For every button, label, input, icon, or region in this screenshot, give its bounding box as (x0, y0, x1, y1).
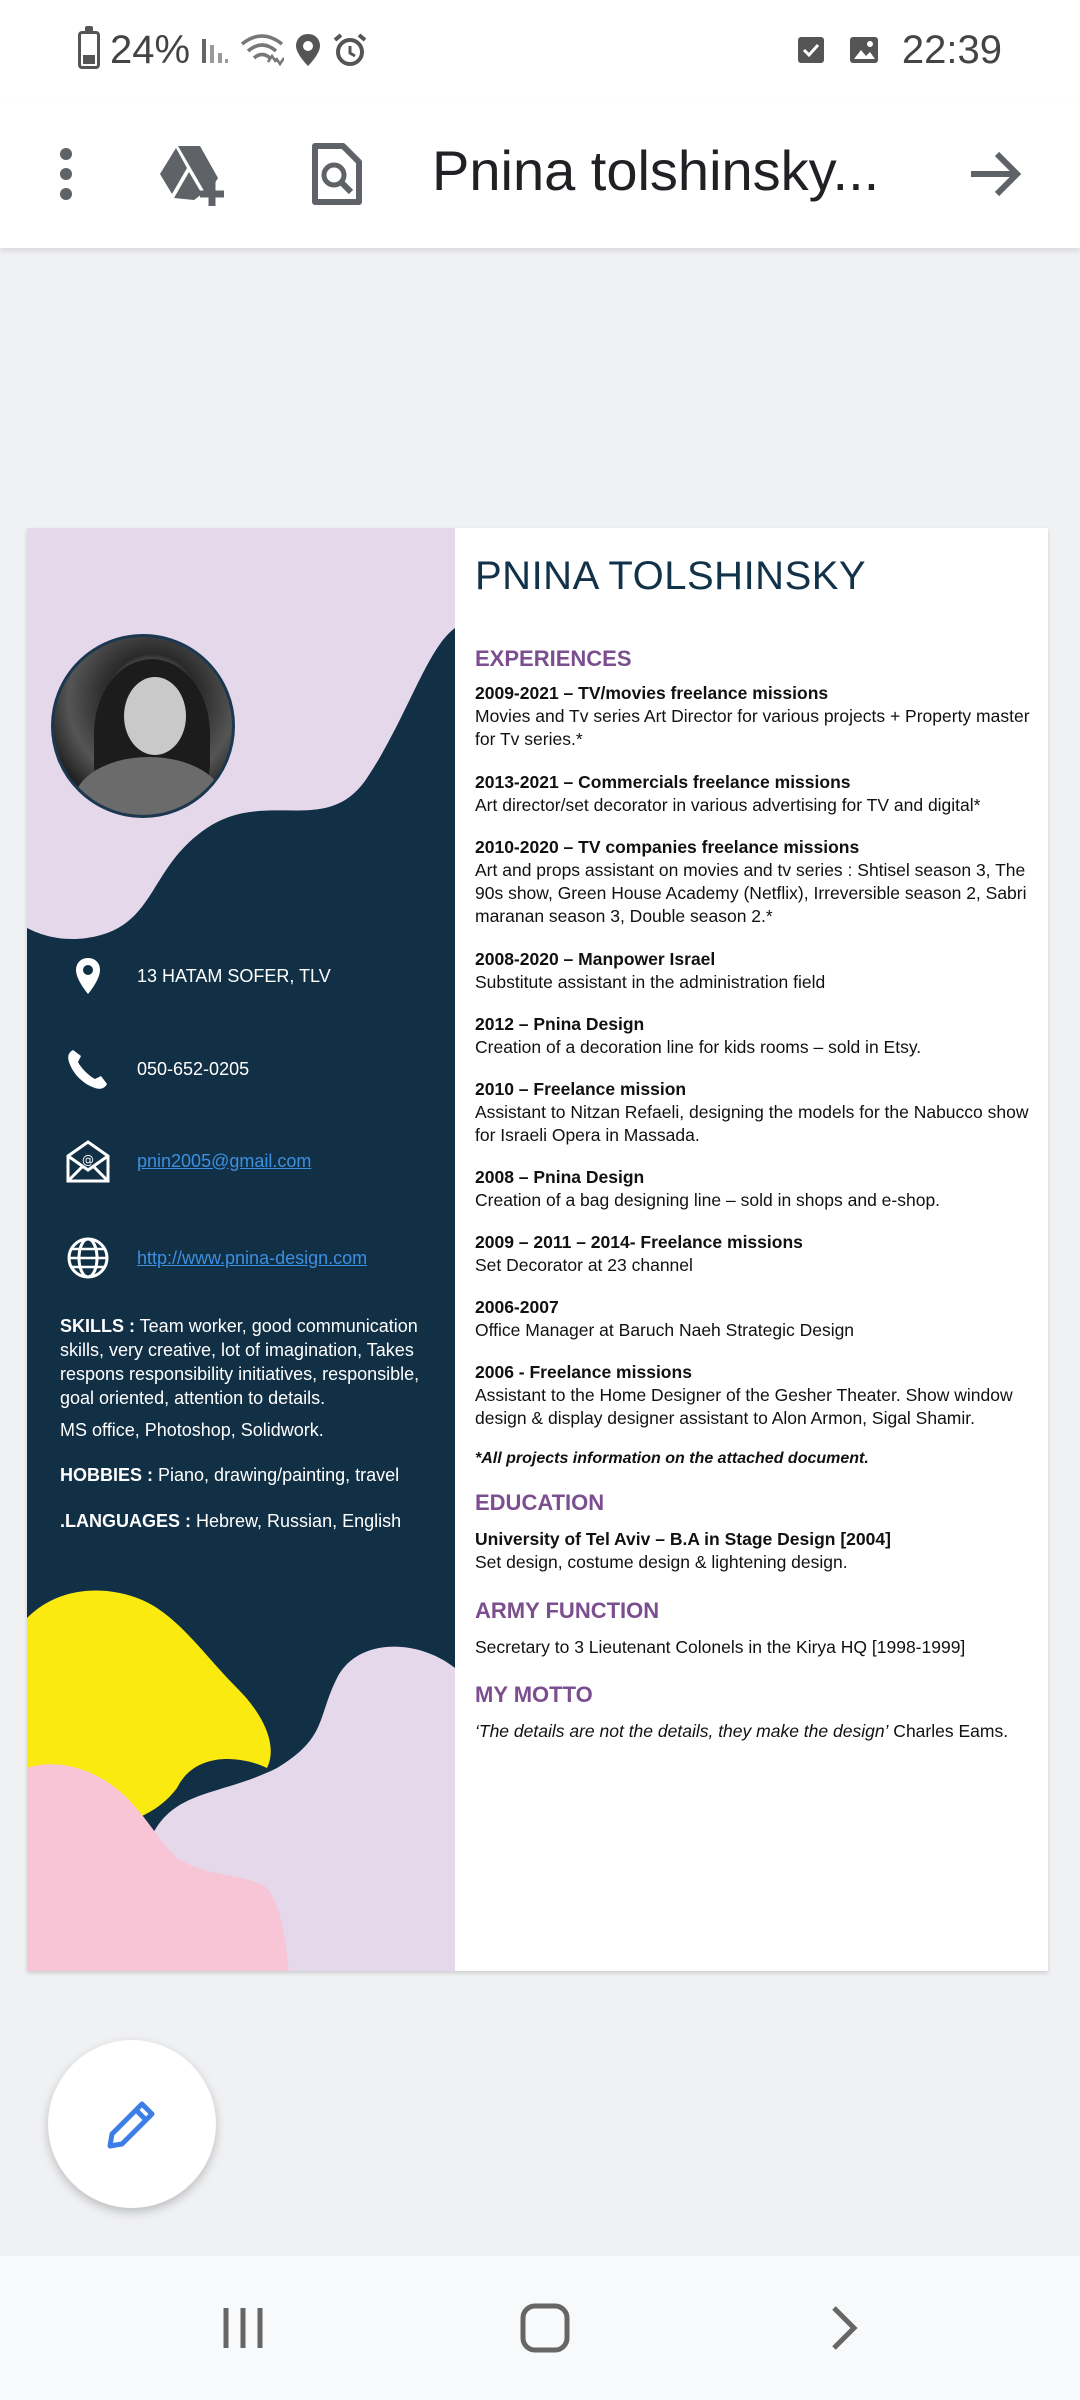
experience-desc: Movies and Tv series Art Director for various projects + Property master for Tv series.* (475, 706, 1030, 749)
motto-entry (475, 1720, 1035, 1743)
signal-icon (200, 35, 230, 65)
phone-icon (65, 1046, 111, 1092)
email-link[interactable]: pnin2005@gmail.com (137, 1150, 312, 1171)
edit-fab[interactable] (48, 2040, 216, 2208)
location-icon (294, 32, 322, 68)
profile-photo (51, 634, 235, 818)
find-in-document-button[interactable] (294, 132, 378, 216)
recent-apps-button[interactable] (198, 2286, 288, 2370)
software-text: MS office, Photoshop, Solidwork. (60, 1420, 324, 1440)
more-options-button[interactable] (24, 132, 108, 216)
edit-pencil-icon (102, 2094, 162, 2154)
experience-desc: Office Manager at Baruch Naeh Strategic Design (475, 1320, 855, 1340)
battery-percent: 24% (110, 27, 191, 72)
experience-desc: Art and props assistant on movies and tv series : Shtisel season 3, The 90s show, Green House Academy (Netflix), Irreversible season 2, Sabri maranan season 3, Double season 2.* (475, 860, 1027, 926)
contact-email (63, 1138, 311, 1184)
motto-heading: MY MOTTO (475, 1682, 593, 1707)
recent-apps-icon (220, 2305, 266, 2351)
experience-desc: Art director/set decorator in various advertising for TV and digital* (475, 795, 981, 815)
motto-quote: ‘The details are not the details, they make the design’ (475, 1721, 889, 1741)
experience-entry (475, 682, 1035, 751)
experience-title: 2008 – Pnina Design (475, 1167, 645, 1187)
education-title: University of Tel Aviv – B.A in Stage Design [2004] (475, 1529, 891, 1549)
experience-title: 2009-2021 – TV/movies freelance missions (475, 683, 829, 703)
phone-text: 050-652-0205 (137, 1058, 250, 1079)
experience-title: 2010 – Freelance mission (475, 1079, 687, 1099)
experiences-heading: EXPERIENCES (475, 646, 632, 671)
experience-desc: Substitute assistant in the administration field (475, 972, 826, 992)
contact-website (63, 1236, 367, 1280)
back-button[interactable] (800, 2286, 890, 2370)
hobbies-text: Piano, drawing/painting, travel (153, 1465, 400, 1485)
status-left (78, 24, 368, 76)
resume-page[interactable] (27, 528, 1048, 1971)
forward-arrow-icon (969, 150, 1023, 198)
experience-entry (475, 1296, 1035, 1342)
status-right (796, 24, 1002, 76)
resume-name: PNINA TOLSHINSKY (475, 554, 867, 598)
skills-paragraph (60, 1314, 430, 1410)
languages-label: .LANGUAGES : (60, 1511, 192, 1531)
motto-author: Charles Eams. (888, 1721, 1009, 1741)
education-entry (475, 1528, 1035, 1574)
skills-text: Team worker, good communication skills, very creative, lot of imagination, Takes respons responsibility initiatives, responsible, goal oriented, attention to details. (60, 1316, 420, 1408)
experience-entry (475, 1166, 1035, 1212)
checkbox-notification-icon (796, 35, 826, 65)
projects-note: *All projects information on the attached document. (475, 1450, 869, 1467)
add-to-drive-icon (156, 142, 228, 206)
experience-desc: Creation of a decoration line for kids rooms – sold in Etsy. (475, 1037, 922, 1057)
army-desc: Secretary to 3 Lieutenant Colonels in the Kirya HQ [1998-1999] (475, 1637, 966, 1657)
alarm-icon (332, 32, 368, 68)
open-forward-button[interactable] (954, 132, 1038, 216)
viewer-toolbar (0, 100, 1080, 248)
languages-text: Hebrew, Russian, English (191, 1511, 402, 1531)
battery-icon (78, 31, 100, 69)
email-icon (65, 1138, 111, 1184)
army-heading: ARMY FUNCTION (475, 1598, 660, 1623)
image-notification-icon (848, 35, 880, 65)
experience-entry (475, 1078, 1035, 1147)
home-icon (519, 2302, 571, 2354)
education-heading: EDUCATION (475, 1490, 605, 1515)
experience-entry (475, 1231, 1035, 1277)
status-time: 22:39 (901, 27, 1002, 72)
website-link[interactable]: http://www.pnina-design.com (137, 1247, 368, 1268)
experience-desc: Creation of a bag designing line – sold in shops and e-shop. (475, 1190, 941, 1210)
experience-entry (475, 771, 1035, 817)
back-icon (830, 2304, 860, 2352)
experience-title: 2013-2021 – Commercials freelance missions (475, 772, 851, 792)
more-options-icon (58, 146, 74, 202)
resume-sidebar (27, 528, 455, 1971)
document-title: Pnina tolshinsky... (432, 139, 880, 202)
experience-desc: Assistant to the Home Designer of the Gesher Theater. Show window design & display designer assistant to Alon Armon, Sigal Shamir. (475, 1385, 1013, 1428)
find-in-document-icon (309, 142, 363, 206)
skills-label: SKILLS : (60, 1316, 135, 1336)
contact-address (63, 956, 331, 996)
experience-entry (475, 1361, 1035, 1430)
system-nav-bar (0, 2256, 1080, 2400)
experience-title: 2010-2020 – TV companies freelance missions (475, 837, 860, 857)
status-bar (0, 0, 1080, 100)
contact-phone (63, 1046, 249, 1092)
experience-title: 2008-2020 – Manpower Israel (475, 949, 716, 969)
education-desc: Set design, costume design & lightening design. (475, 1552, 848, 1572)
globe-icon (66, 1236, 110, 1280)
experience-entry (475, 836, 1035, 928)
languages-paragraph (60, 1509, 430, 1533)
experience-title: 2012 – Pnina Design (475, 1014, 645, 1034)
add-to-drive-button[interactable] (150, 132, 234, 216)
address-text: 13 HATAM SOFER, TLV (137, 965, 331, 986)
experience-title: 2009 – 2011 – 2014- Freelance missions (475, 1232, 803, 1252)
experience-desc: Assistant to Nitzan Refaeli, designing the models for the Nabucco show for Israeli Opera in Massada. (475, 1102, 1029, 1145)
home-button[interactable] (500, 2286, 590, 2370)
experience-title: 2006-2007 (475, 1297, 559, 1317)
hobbies-label: HOBBIES : (60, 1465, 154, 1485)
wifi-icon (240, 32, 284, 68)
experience-desc: Set Decorator at 23 channel (475, 1255, 693, 1275)
experience-title: 2006 - Freelance missions (475, 1362, 692, 1382)
svg-text:@: @ (82, 1153, 94, 1167)
experience-entry (475, 1013, 1035, 1059)
location-pin-icon (74, 956, 102, 996)
experience-entry (475, 948, 1035, 994)
hobbies-paragraph (60, 1463, 430, 1487)
